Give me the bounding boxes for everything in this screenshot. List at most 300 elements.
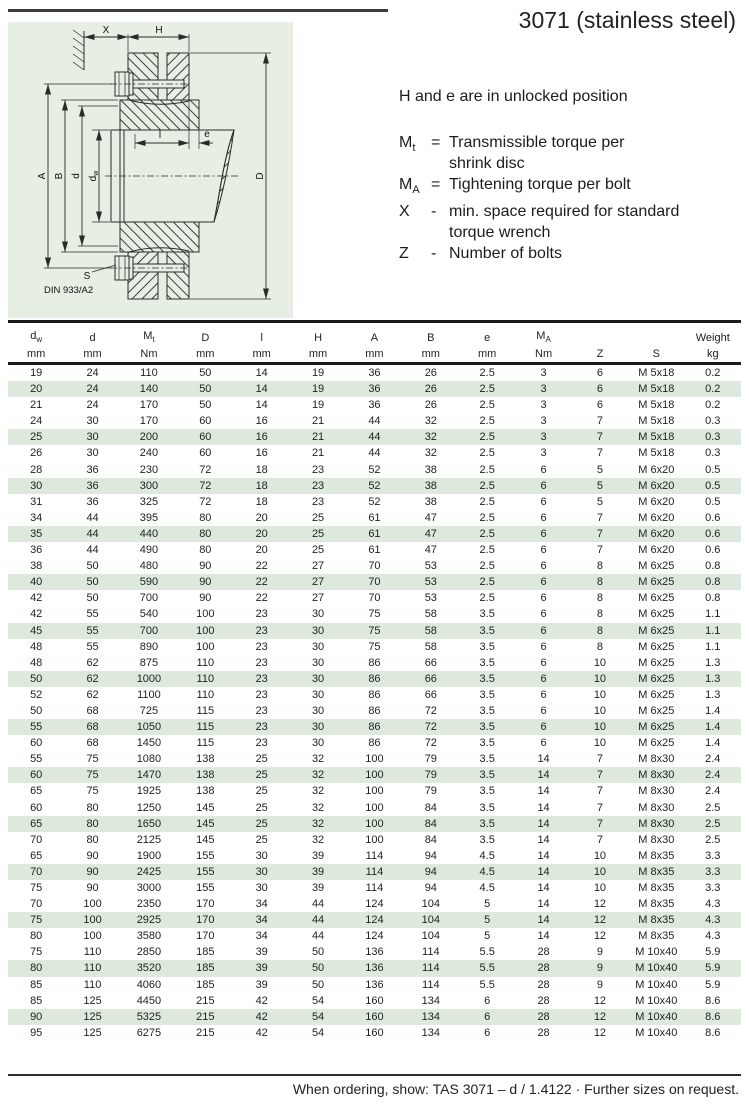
table-cell: 42 xyxy=(30,592,43,605)
table-cell: 50 xyxy=(199,383,212,396)
table-cell: 53 xyxy=(424,576,437,589)
table-cell: M 8x35 xyxy=(638,849,675,862)
table-cell: 8 xyxy=(596,640,603,653)
table-row xyxy=(8,800,741,816)
table-cell: 125 xyxy=(83,994,102,1007)
table-cell: 2.5 xyxy=(705,833,721,846)
table-row xyxy=(8,429,741,445)
table-cell: 0.3 xyxy=(705,431,721,444)
table-cell: 3.5 xyxy=(479,721,495,734)
table-cell: M 6x25 xyxy=(638,704,675,717)
table-cell: 14 xyxy=(255,367,268,379)
table-cell: 3.5 xyxy=(479,801,495,814)
table-cell: 86 xyxy=(368,704,381,717)
table-cell: 110 xyxy=(196,656,215,669)
table-cell: 136 xyxy=(365,946,384,959)
table-cell: 52 xyxy=(368,479,381,492)
table-cell: 1.1 xyxy=(705,608,721,621)
table-cell: 480 xyxy=(139,560,159,573)
table-row xyxy=(8,413,741,429)
table-cell: 25 xyxy=(255,785,268,798)
table-cell: 8 xyxy=(596,624,603,637)
table-cell: 2.5 xyxy=(479,463,495,476)
table-cell: 100 xyxy=(83,914,102,927)
table-cell: 100 xyxy=(83,930,102,943)
table-cell: 2.5 xyxy=(705,817,721,830)
table-row xyxy=(8,960,741,976)
table-header xyxy=(8,322,741,364)
table-cell: M 6x20 xyxy=(638,544,675,557)
table-cell: 25 xyxy=(311,511,325,524)
dim-label-d: d xyxy=(71,173,82,179)
table-cell: 2.5 xyxy=(479,544,495,557)
table-cell: 10 xyxy=(593,704,607,717)
table-cell: M 8x30 xyxy=(638,817,675,830)
table-row xyxy=(8,590,741,606)
table-cell: 5.9 xyxy=(705,946,721,959)
table-cell: 6 xyxy=(540,688,547,701)
table-cell: 39 xyxy=(255,978,268,991)
column-unit: Z xyxy=(572,346,628,364)
table-cell: 75 xyxy=(30,946,43,959)
table-cell: 22 xyxy=(255,560,268,573)
table-cell: 30 xyxy=(255,849,268,862)
table-cell: 104 xyxy=(421,914,440,927)
table-cell: 14 xyxy=(537,801,550,814)
table-cell: M 6x25 xyxy=(638,656,675,669)
table-cell: 1050 xyxy=(136,721,162,734)
table-cell: 21 xyxy=(311,447,325,460)
table-cell: 12 xyxy=(593,1010,607,1023)
table-cell: 2.5 xyxy=(479,383,495,396)
table-cell: 3.5 xyxy=(479,656,495,669)
table-cell: 100 xyxy=(196,624,215,637)
table-cell: 28 xyxy=(537,962,550,975)
table-cell: 36 xyxy=(30,544,43,557)
table-cell: 215 xyxy=(196,1010,215,1023)
table-cell: 100 xyxy=(365,769,384,782)
dim-label-l: l xyxy=(158,130,162,141)
table-cell: 6275 xyxy=(136,1026,162,1039)
table-cell: 185 xyxy=(196,978,215,991)
table-cell: 16 xyxy=(255,415,268,428)
table-cell: M 6x25 xyxy=(638,688,675,701)
table-cell: 138 xyxy=(196,769,215,782)
table-cell: 23 xyxy=(255,737,268,750)
table-cell: 3.5 xyxy=(479,769,495,782)
footer-rule xyxy=(8,1074,741,1076)
table-cell: 115 xyxy=(196,737,215,750)
table-cell: 38 xyxy=(424,463,437,476)
table-cell: 39 xyxy=(311,865,325,878)
table-cell: 5.9 xyxy=(705,978,721,991)
dim-label-s: S xyxy=(83,271,91,282)
table-cell: 23 xyxy=(311,463,325,476)
table-cell: 114 xyxy=(422,978,440,991)
table-cell: 23 xyxy=(255,656,268,669)
table-cell: 65 xyxy=(30,785,43,798)
table-cell: 54 xyxy=(311,1010,325,1023)
table-cell: 28 xyxy=(30,463,43,476)
definition-separator: = xyxy=(431,176,441,193)
table-cell: 90 xyxy=(199,560,212,573)
table-cell: 24 xyxy=(30,415,43,428)
table-cell: 2.5 xyxy=(479,479,495,492)
table-cell: 62 xyxy=(86,672,99,685)
table-cell: 23 xyxy=(255,721,268,734)
table-cell: 30 xyxy=(311,672,325,685)
table-cell: 23 xyxy=(255,608,268,621)
table-cell: 80 xyxy=(86,833,99,846)
column-unit: mm xyxy=(234,346,290,364)
table-cell: 110 xyxy=(83,946,102,959)
definition-symbol: $M_t$ xyxy=(399,134,416,155)
table-cell: 1080 xyxy=(136,753,162,766)
table-cell: M 5x18 xyxy=(638,367,675,379)
table-cell: 30 xyxy=(86,431,99,444)
table-cell: 6 xyxy=(540,495,547,508)
definition-symbol: Z xyxy=(399,245,409,263)
table-row xyxy=(8,977,741,993)
table-cell: 5 xyxy=(596,479,603,492)
table-cell: 300 xyxy=(139,479,159,492)
table-cell: M 6x25 xyxy=(638,624,675,637)
table-cell: 140 xyxy=(139,383,159,396)
table-cell: 54 xyxy=(311,994,325,1007)
column-symbol: l xyxy=(260,332,263,344)
table-cell: 0.5 xyxy=(705,479,721,492)
table-cell: 34 xyxy=(255,914,268,927)
table-cell: 20 xyxy=(255,544,268,557)
table-cell: M 6x25 xyxy=(638,592,675,605)
table-cell: 170 xyxy=(196,930,215,943)
table-cell: 1650 xyxy=(136,817,162,830)
table-cell: 7 xyxy=(596,785,603,798)
table-cell: 30 xyxy=(255,882,268,894)
table-cell: 0.3 xyxy=(705,447,721,460)
dim-label-h: H xyxy=(155,25,163,36)
table-cell: 2.5 xyxy=(479,560,495,573)
table-cell: 23 xyxy=(255,704,268,717)
table-cell: M 6x25 xyxy=(638,608,675,621)
table-cell: 28 xyxy=(537,1026,550,1039)
table-cell: 12 xyxy=(593,1026,607,1039)
table-cell: 1.4 xyxy=(705,704,721,717)
table-cell: 30 xyxy=(311,688,325,701)
table-cell: 6 xyxy=(540,560,547,573)
table-cell: 53 xyxy=(424,560,437,573)
table-cell: 8.6 xyxy=(705,1010,721,1023)
table-cell: M 6x25 xyxy=(638,737,675,750)
table-cell: 3.5 xyxy=(479,688,495,701)
table-cell: 52 xyxy=(368,495,381,508)
column-symbol: $M_A$ xyxy=(536,329,551,344)
table-cell: 60 xyxy=(199,415,212,428)
definition-row xyxy=(399,132,747,174)
table-cell: 16 xyxy=(255,431,268,444)
table-cell: 90 xyxy=(86,882,99,894)
table-cell: 39 xyxy=(255,946,268,959)
table-cell: 58 xyxy=(424,608,437,621)
table-row xyxy=(8,703,741,719)
table-cell: M 6x20 xyxy=(638,463,675,476)
table-cell: 2.5 xyxy=(479,527,495,540)
table-cell: 5.9 xyxy=(705,962,721,975)
table-cell: 30 xyxy=(30,479,43,492)
table-cell: 36 xyxy=(368,383,381,396)
table-cell: 5325 xyxy=(136,1010,162,1023)
table-cell: 160 xyxy=(365,1026,384,1039)
definition-symbol: X xyxy=(399,203,410,221)
table-cell: 4.5 xyxy=(479,849,495,862)
table-cell: 42 xyxy=(30,608,43,621)
table-cell: 7 xyxy=(596,769,603,782)
table-row xyxy=(8,526,741,542)
table-cell: 4.5 xyxy=(479,882,495,894)
table-cell: 6 xyxy=(540,737,547,750)
table-cell: 2.5 xyxy=(479,415,495,428)
table-cell: 4.5 xyxy=(479,865,495,878)
table-cell: 66 xyxy=(424,672,437,685)
table-cell: 84 xyxy=(424,833,437,846)
table-cell: 3.5 xyxy=(479,640,495,653)
table-cell: 32 xyxy=(311,817,325,830)
table-cell: 138 xyxy=(196,785,215,798)
table-cell: 25 xyxy=(255,833,268,846)
table-cell: 32 xyxy=(311,753,325,766)
table-cell: 54 xyxy=(311,1026,325,1039)
table-cell: 90 xyxy=(199,576,212,589)
column-symbol: D xyxy=(201,332,210,344)
definition-separator: - xyxy=(431,245,437,263)
table-cell: 25 xyxy=(30,431,43,444)
table-header-symbol-row xyxy=(8,322,741,347)
table-cell: 61 xyxy=(368,511,381,524)
table-cell: 115 xyxy=(196,721,215,734)
table-cell: 47 xyxy=(424,511,437,524)
table-cell: 30 xyxy=(86,447,99,460)
table-cell: 5.5 xyxy=(479,978,495,991)
table-cell: 3.5 xyxy=(479,753,495,766)
technical-drawing xyxy=(8,22,293,318)
table-cell: 84 xyxy=(424,817,437,830)
table-cell: 36 xyxy=(86,479,99,492)
table-cell: M 5x18 xyxy=(638,447,675,460)
table-cell: 14 xyxy=(537,849,550,862)
table-cell: 725 xyxy=(139,704,159,717)
table-cell: 25 xyxy=(311,527,325,540)
table-cell: 23 xyxy=(255,688,268,701)
table-cell: 32 xyxy=(311,801,325,814)
table-row xyxy=(8,606,741,622)
table-cell: 90 xyxy=(199,592,212,605)
table-cell: 61 xyxy=(368,527,381,540)
table-cell: 10 xyxy=(593,721,607,734)
table-cell: M 8x30 xyxy=(638,769,675,782)
table-cell: 1.3 xyxy=(705,688,721,701)
table-cell: 30 xyxy=(311,608,325,621)
table-cell: 5 xyxy=(596,463,603,476)
table-cell: 6 xyxy=(596,383,603,396)
table-cell: M 6x25 xyxy=(638,672,675,685)
table-cell: 5 xyxy=(484,914,491,927)
table-cell: 155 xyxy=(196,882,215,894)
table-cell: 114 xyxy=(422,962,440,975)
table-cell: 7 xyxy=(596,447,603,460)
table-cell: 124 xyxy=(365,930,384,943)
table-cell: 23 xyxy=(255,640,268,653)
table-cell: 5 xyxy=(484,930,491,943)
table-cell: 5.5 xyxy=(479,962,495,975)
table-cell: 20 xyxy=(255,511,268,524)
table-cell: 100 xyxy=(365,801,384,814)
table-cell: M 8x35 xyxy=(638,898,675,911)
table-cell: 42 xyxy=(255,1010,268,1023)
table-cell: 100 xyxy=(365,833,384,846)
table-cell: 115 xyxy=(196,704,215,717)
table-cell: 10 xyxy=(593,656,607,669)
table-cell: 0.2 xyxy=(705,367,721,379)
table-cell: 14 xyxy=(537,865,550,878)
table-cell: 84 xyxy=(424,801,437,814)
table-cell: M 5x18 xyxy=(638,383,675,396)
table-cell: 10 xyxy=(593,672,607,685)
table-cell: 2350 xyxy=(136,898,162,911)
table-cell: 23 xyxy=(255,672,268,685)
table-cell: M 10x40 xyxy=(635,1010,678,1023)
table-cell: 32 xyxy=(424,431,437,444)
table-cell: 90 xyxy=(86,865,99,878)
table-cell: 31 xyxy=(30,495,43,508)
table-cell: 45 xyxy=(30,624,43,637)
table-cell: M 6x25 xyxy=(638,576,675,589)
table-cell: 440 xyxy=(139,527,159,540)
table-cell: 44 xyxy=(311,930,325,943)
table-cell: 0.3 xyxy=(705,415,721,428)
definition-text xyxy=(449,174,747,201)
table-cell: 23 xyxy=(311,495,325,508)
definition-separator: = xyxy=(431,134,441,151)
table-cell: 14 xyxy=(537,785,550,798)
table-cell: 3 xyxy=(540,415,547,428)
column-unit: Nm xyxy=(515,346,571,364)
column-unit: mm xyxy=(346,346,402,364)
table-cell: 2.5 xyxy=(479,367,495,379)
table-cell: 72 xyxy=(424,704,437,717)
table-cell: 6 xyxy=(540,544,547,557)
table-cell: 100 xyxy=(365,753,384,766)
table-cell: 44 xyxy=(311,914,325,927)
table-cell: 3 xyxy=(540,399,547,412)
table-cell: 30 xyxy=(311,624,325,637)
table-cell: 86 xyxy=(368,656,381,669)
table-cell: 32 xyxy=(311,833,325,846)
table-cell: 16 xyxy=(255,447,268,460)
table-row xyxy=(8,1025,741,1041)
table-cell: 2850 xyxy=(136,946,162,959)
table-cell: 875 xyxy=(139,656,159,669)
table-cell: 2.4 xyxy=(705,785,721,798)
table-row xyxy=(8,445,741,461)
table-cell: 0.5 xyxy=(705,463,721,476)
table-cell: 48 xyxy=(30,656,43,669)
table-cell: 27 xyxy=(311,592,325,605)
table-cell: 3.5 xyxy=(479,624,495,637)
definition-text xyxy=(449,201,747,243)
definition-row xyxy=(399,201,747,243)
table-cell: 100 xyxy=(365,817,384,830)
table-cell: 3.3 xyxy=(705,882,721,894)
table-cell: 3.5 xyxy=(479,672,495,685)
table-cell: 55 xyxy=(30,753,43,766)
table-cell: 2925 xyxy=(136,914,162,927)
table-cell: 66 xyxy=(424,656,437,669)
table-cell: 0.5 xyxy=(705,495,721,508)
column-symbol: Weight xyxy=(695,332,730,344)
table-cell: 70 xyxy=(30,833,43,846)
table-row xyxy=(8,478,741,494)
table-cell: 19 xyxy=(311,383,325,396)
table-cell: 14 xyxy=(537,898,550,911)
table-cell: M 6x20 xyxy=(638,511,675,524)
table-cell: 30 xyxy=(86,415,99,428)
table-cell: 55 xyxy=(86,640,99,653)
top-rule xyxy=(8,9,388,12)
position-note: H and e are in unlocked position xyxy=(399,88,628,105)
table-cell: 60 xyxy=(199,447,212,460)
table-cell: 70 xyxy=(368,576,381,589)
table-cell: 6 xyxy=(484,994,491,1007)
table-cell: 30 xyxy=(311,721,325,734)
table-row xyxy=(8,364,741,382)
table-cell: 50 xyxy=(199,367,212,379)
table-cell: 72 xyxy=(199,479,212,492)
table-cell: M 8x30 xyxy=(638,801,675,814)
table-cell: 72 xyxy=(199,463,212,476)
table-cell: 7 xyxy=(596,817,603,830)
table-cell: 4.3 xyxy=(705,898,721,911)
table-cell: 32 xyxy=(424,447,437,460)
table-cell: M 6x20 xyxy=(638,495,675,508)
table-cell: 6 xyxy=(484,1010,491,1023)
table-cell: 185 xyxy=(196,946,215,959)
definition-symbol: $M_A$ xyxy=(399,176,420,197)
table-cell: 26 xyxy=(424,399,437,412)
table-cell: 44 xyxy=(368,431,381,444)
table-cell: 20 xyxy=(30,383,43,396)
column-unit: mm xyxy=(290,346,346,364)
definition-line: shrink disc xyxy=(449,155,525,172)
table-cell: 7 xyxy=(596,833,603,846)
table-cell: 100 xyxy=(83,898,102,911)
table-cell: 42 xyxy=(255,994,268,1007)
table-cell: 3 xyxy=(540,367,547,379)
table-cell: 75 xyxy=(86,753,99,766)
table-cell: 50 xyxy=(199,399,212,412)
table-cell: 38 xyxy=(424,495,437,508)
table-cell: 75 xyxy=(368,640,381,653)
table-cell: 136 xyxy=(365,978,384,991)
table-cell: 22 xyxy=(255,592,268,605)
table-cell: 24 xyxy=(86,399,99,412)
column-symbol: $d_w$ xyxy=(30,329,43,344)
table-cell: 8.6 xyxy=(705,1026,721,1039)
column-symbol: A xyxy=(370,332,379,344)
table-cell: 24 xyxy=(86,383,99,396)
table-cell: 80 xyxy=(199,527,212,540)
table-body xyxy=(8,364,741,1041)
table-cell: 104 xyxy=(421,930,440,943)
